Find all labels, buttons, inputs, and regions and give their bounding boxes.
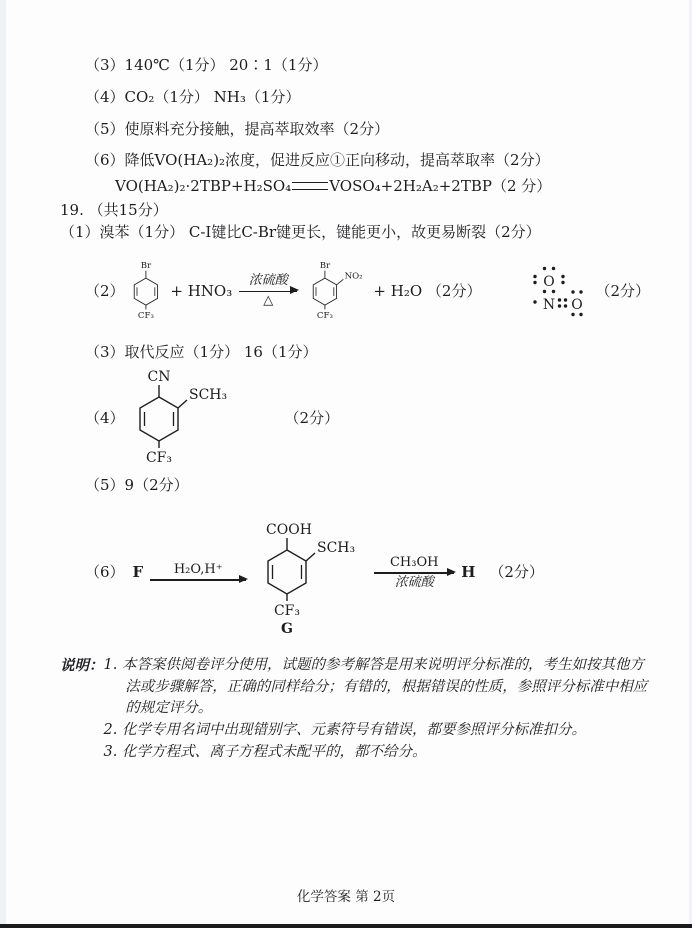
compound-g-label: G	[281, 620, 294, 637]
arrow-line	[150, 579, 246, 581]
compound-h-label: H	[461, 563, 476, 582]
arrow-condition-bottom: △	[263, 293, 274, 308]
substituent-cooh-label: COOH	[266, 521, 313, 538]
item-6-label: （6）	[85, 563, 125, 582]
substituent-cf3-label: CF₃	[145, 450, 172, 466]
answer-line-18-5: （5）使原料充分接触，提高萃取效率（2分）	[85, 119, 390, 138]
reaction-19-6	[85, 507, 650, 639]
arrow-condition-top: H₂O,H⁺	[173, 561, 223, 577]
chemical-equation	[115, 177, 650, 196]
equation-rhs: VOSO₄+2H₂A₂+2TBP（2 分）	[329, 177, 552, 195]
scan-edge-bottom	[0, 924, 692, 928]
substituent-cf3-label: CF₃	[317, 311, 334, 322]
arrow-condition-top: 浓硫酸	[248, 273, 288, 289]
lewis-o-top: O	[543, 274, 556, 291]
lewis-n: N	[543, 297, 556, 314]
equation-lhs: VO(HA₂)₂·2TBP+H₂SO₄	[115, 177, 292, 195]
item-2-label: （2）	[85, 281, 125, 300]
reaction-arrow-1	[239, 274, 297, 308]
substituent-sch3-label: SCH₃	[317, 539, 356, 556]
grading-notes	[60, 655, 650, 764]
page-content	[60, 56, 650, 764]
reagent-term: + HNO₃	[170, 281, 233, 300]
substituent-no2-label: NO₂	[344, 271, 363, 282]
answer-line-18-6: （6）降低VO(HA₂)₂浓度，促进反应①正向移动，提高萃取率（2分）	[85, 151, 550, 170]
item-4-label: （4）	[85, 408, 125, 427]
benzene-structure-compound-g	[253, 521, 367, 639]
note-item-2: 2. 化学专用名词中出现错别字、元素符号有错误，都要参照评分标准扣分。	[103, 722, 586, 738]
equation-equals-sign	[292, 182, 328, 190]
scan-edge-left	[0, 0, 6, 928]
item-6-score: （2分）	[489, 563, 544, 582]
reaction-arrow-f-to-g	[150, 563, 246, 583]
compound-f-label: F	[132, 563, 144, 582]
substituent-br-label: Br	[319, 261, 331, 272]
answer-line-18-3: （3）140℃（1分） 20∶1（1分）	[85, 56, 328, 74]
note-item-3: 3. 化学方程式、离子方程式未配平的，都不给分。	[103, 743, 427, 760]
substituent-cn-label: CN	[147, 369, 171, 385]
substituent-br-label: Br	[140, 261, 151, 272]
no2-electron-dot-structure	[523, 262, 589, 320]
structure-19-4	[85, 368, 650, 468]
arrow-line	[374, 572, 454, 574]
answer-line-18-4: （4）CO₂（1分） NH₃（1分）	[85, 87, 301, 106]
reaction-19-2	[85, 241, 650, 341]
lewis-o-right: O	[571, 297, 584, 314]
lewis-score: （2分）	[595, 281, 650, 300]
benzene-structure-answer-4	[125, 368, 239, 468]
substituent-sch3-label: SCH₃	[188, 387, 227, 403]
product-term: + H₂O （2分）	[373, 281, 482, 300]
benzene-structure-reactant	[125, 241, 167, 341]
reaction-arrow-g-to-h	[374, 556, 454, 590]
page-footer: 化学答案 第 2页	[296, 889, 396, 906]
lewis-structure-block	[523, 262, 650, 320]
item-4-score: （2分）	[284, 408, 340, 427]
note-item-1: 1. 本答案供阅卷评分使用，试题的参考解答是用来说明评分标准的，考生如按其他方法或步骤解答，正确的同样给分；有错的，根据错误的性质，参照评分标准中相应的规定评分。	[103, 656, 648, 717]
notes-label: 说明：	[60, 656, 104, 674]
question-19-header: 19. （共15分）	[60, 200, 168, 219]
arrow-condition-top: CH₃OH	[389, 554, 439, 570]
answer-line-19-1: （1）溴苯（1分） C-I键比C-Br键更长，键能更小，故更易断裂（2分）	[60, 222, 541, 241]
arrow-line	[239, 291, 297, 293]
benzene-structure-product	[304, 241, 369, 341]
answer-line-19-3: （3）取代反应（1分） 16（1分）	[85, 343, 318, 362]
substituent-cf3-label: CF₃	[137, 311, 154, 322]
substituent-cf3-label: CF₃	[274, 602, 301, 619]
answer-line-19-5: （5）9（2分）	[85, 476, 189, 494]
arrow-condition-bottom: 浓硫酸	[394, 574, 434, 590]
notes-list	[104, 655, 651, 764]
